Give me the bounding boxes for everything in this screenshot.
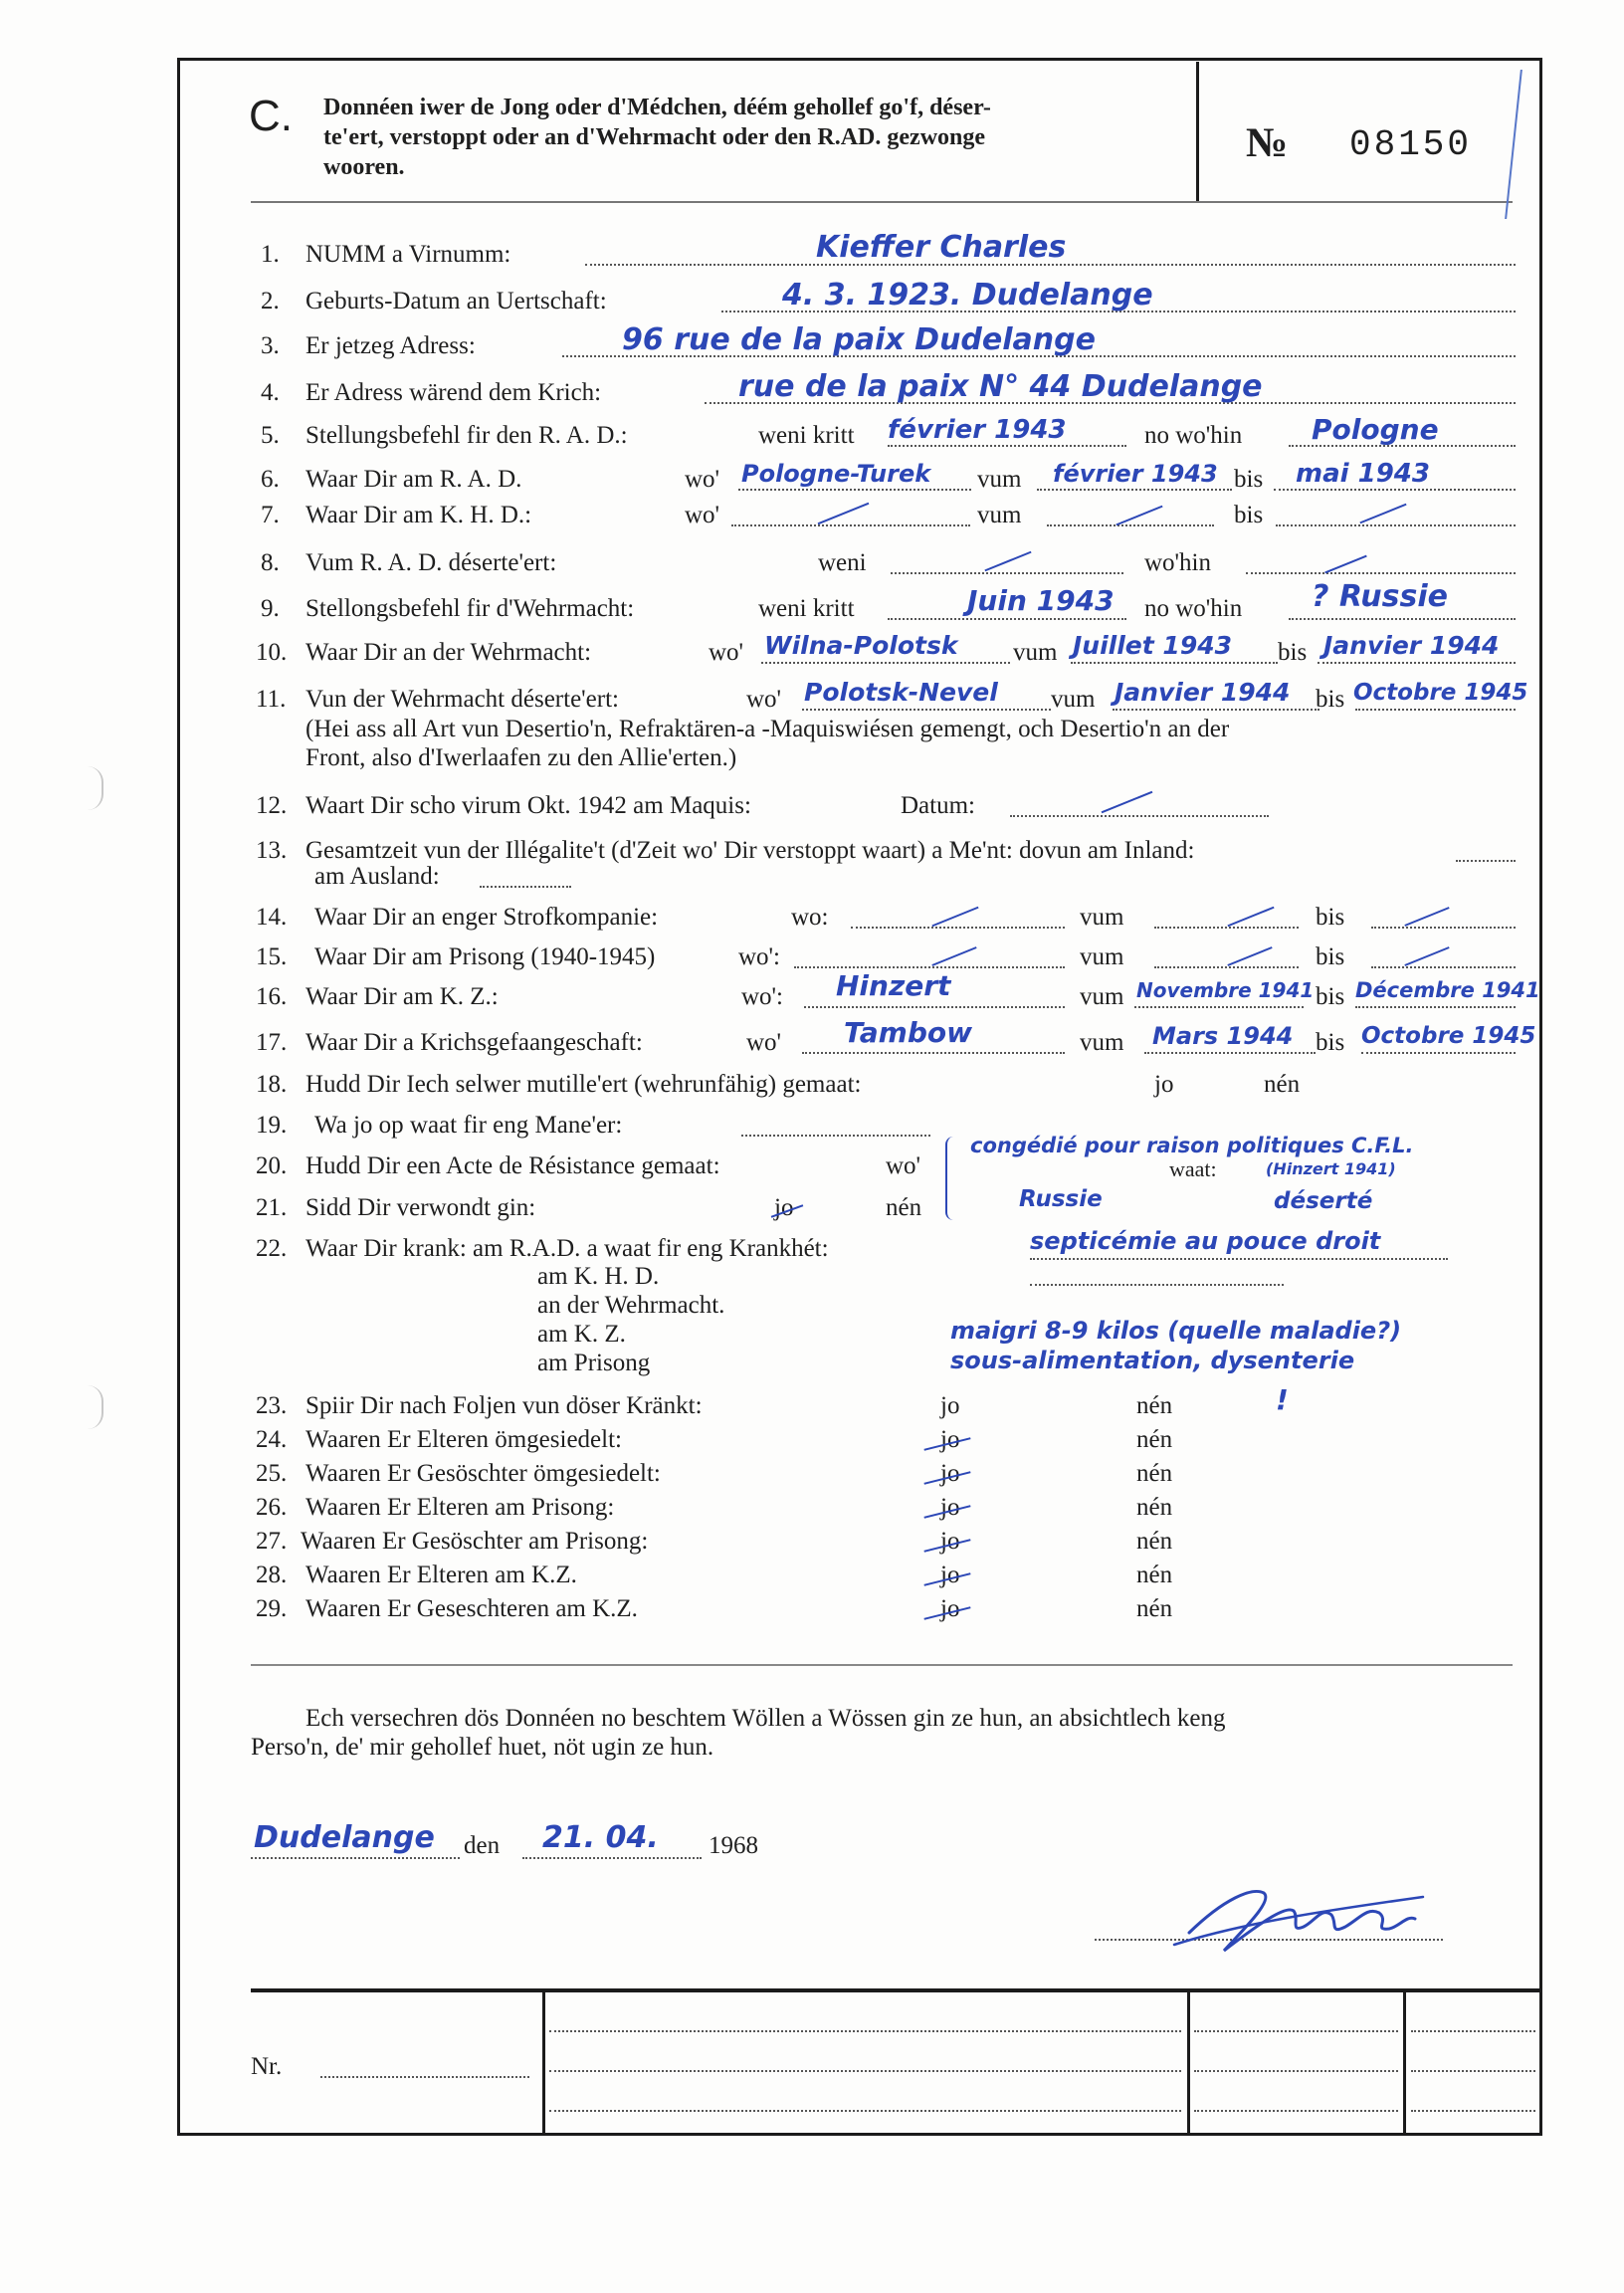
field-label: wo': [685, 502, 720, 528]
row-number: 26.: [256, 1494, 288, 1521]
row-number: 12.: [256, 792, 288, 819]
row-number: 4.: [261, 379, 280, 406]
fill-line: [1355, 1006, 1516, 1008]
dash-mark: [1227, 946, 1272, 966]
frame-top-border: [177, 58, 1542, 61]
row-label: Stellongsbefehl fir d'Wehrmacht:: [305, 595, 635, 622]
fill-line: [1134, 1006, 1304, 1008]
field-label: weni kritt: [758, 422, 855, 449]
row-label: Waar Dir am K. Z.:: [305, 983, 499, 1010]
number-box-divider: [1196, 62, 1199, 201]
row-label: Vun der Wehrmacht déserte'ert:: [305, 686, 619, 713]
handwritten-name: Kieffer Charles: [816, 230, 1067, 265]
row-number: 27.: [256, 1528, 288, 1555]
row-label: Waar Dir an der Wehrmacht:: [305, 639, 592, 666]
handwritten-illness: sous-alimentation, dysenterie: [950, 1347, 1355, 1374]
field-label: vum: [1080, 943, 1124, 970]
declaration-text: Ech versechren dös Donnéen no beschtem Wöllen a Wössen gin ze hun, an absichtlech keng: [305, 1705, 1226, 1732]
fill-line: [1246, 572, 1516, 574]
footer-column-divider: [542, 1990, 545, 2136]
dash-mark: [984, 551, 1031, 572]
row-number: 9.: [261, 595, 280, 622]
row-label: Hudd Dir Iech selwer mutille'ert (wehrunfähig) gemaat:: [305, 1071, 862, 1098]
row-note: (Hei ass all Art vun Desertio'n, Refraktären-a -Maquiswiésen gemengt, och Desertio'n an der: [305, 716, 1230, 742]
row-number: 29.: [256, 1595, 288, 1622]
signature: [1154, 1871, 1443, 1971]
field-label: bis: [1234, 502, 1264, 528]
declaration-separator: [251, 1664, 1513, 1666]
handwritten-date: Octobre 1945: [1361, 1023, 1536, 1049]
number-sign: №: [1246, 120, 1289, 166]
field-label: vum: [1080, 1029, 1124, 1056]
row-number: 25.: [256, 1460, 288, 1487]
field-label: vum: [1080, 904, 1124, 931]
fill-line: [1030, 1284, 1284, 1286]
field-label: bis: [1278, 639, 1308, 666]
yes-option: jo: [940, 1562, 960, 1588]
fill-line: [741, 1135, 930, 1137]
field-label: vum: [1080, 983, 1124, 1010]
handwritten-date: Janvier 1944: [1115, 678, 1291, 707]
row-number: 28.: [256, 1562, 288, 1588]
row-label: Waar Dir am Prisong (1940-1945): [314, 943, 656, 970]
row-label: Geburts-Datum an Uertschaft:: [305, 288, 607, 314]
field-label: vum: [1013, 639, 1058, 666]
field-label: vum: [977, 466, 1022, 493]
row-sublabel: am Prisong: [537, 1350, 651, 1376]
fill-line: [804, 1006, 1065, 1008]
row-label: Waaren Er Gesöschter am Prisong:: [301, 1528, 649, 1555]
dash-mark: [931, 946, 976, 966]
dash-mark: [1227, 907, 1274, 928]
no-option: nén: [1136, 1595, 1173, 1622]
fill-line: [1194, 2070, 1398, 2072]
fill-line: [1047, 524, 1214, 526]
row-label: Waart Dir scho virum Okt. 1942 am Maquis:: [305, 792, 751, 819]
row-label: Waaren Er Elteren am Prisong:: [305, 1494, 615, 1521]
yes-option: jo: [1154, 1071, 1174, 1098]
fill-line: [1276, 524, 1516, 526]
row-label: Hudd Dir een Acte de Résistance gemaat:: [305, 1152, 720, 1179]
fill-line: [888, 618, 1126, 620]
handwritten-place: ? Russie: [1312, 579, 1449, 614]
row-number: 13.: [256, 837, 288, 864]
fill-line: [1194, 2030, 1398, 2032]
fill-line: [1371, 966, 1516, 968]
fill-line: [1355, 709, 1516, 711]
fill-line: [549, 2110, 1181, 2112]
handwritten-place: Polotsk-Nevel: [804, 678, 998, 707]
handwritten-resistance-note: (Hinzert 1941): [1266, 1159, 1396, 1178]
frame-left-border: [177, 58, 180, 2136]
fill-line: [1289, 618, 1516, 620]
fill-line: [480, 886, 571, 888]
yes-option: jo: [774, 1194, 794, 1221]
yes-option: jo: [940, 1595, 960, 1622]
yes-option: jo: [940, 1426, 960, 1453]
signature-scribble-icon: [1154, 1871, 1443, 1971]
field-label: den: [464, 1832, 501, 1859]
handwritten-date: Juin 1943: [967, 584, 1115, 617]
no-option: nén: [1136, 1426, 1173, 1453]
handwritten-resistance-place: Russie: [1019, 1186, 1103, 1212]
no-option: nén: [1136, 1392, 1173, 1419]
row-number: 20.: [256, 1152, 288, 1179]
fill-line: [1411, 2070, 1535, 2072]
no-option: nén: [1136, 1460, 1173, 1487]
field-label: wo': [886, 1152, 921, 1179]
row-number: 11.: [256, 686, 287, 713]
fill-line: [802, 1052, 1065, 1054]
handwritten-war-address: rue de la paix N° 44 Dudelange: [738, 369, 1263, 404]
row-label: Spiir Dir nach Foljen vun döser Kränkt:: [305, 1392, 703, 1419]
row-number: 3.: [261, 332, 280, 359]
row-number: 19.: [256, 1112, 288, 1139]
field-label: bis: [1316, 904, 1345, 931]
field-label: waat:: [1169, 1156, 1217, 1181]
row-label: Sidd Dir verwondt gin:: [305, 1194, 536, 1221]
fill-line: [802, 709, 1051, 711]
footer-top-rule: [251, 1988, 1542, 1992]
row-number: 7.: [261, 502, 280, 528]
frame-right-border: [1539, 58, 1542, 2136]
handwritten-date: Mars 1944: [1152, 1022, 1294, 1050]
yes-option: jo: [940, 1392, 960, 1419]
punch-hole-mark: [88, 766, 103, 810]
field-label: wo':: [741, 983, 784, 1010]
fill-line: [1361, 1052, 1516, 1054]
fill-line: [794, 966, 1065, 968]
handwritten-place: Pologne-Turek: [741, 460, 931, 488]
row-label: Waar Dir a Krichsgefaangeschaft:: [305, 1029, 643, 1056]
fill-line: [1154, 927, 1299, 929]
row-number: 22.: [256, 1235, 288, 1262]
fill-line: [320, 2076, 529, 2078]
row-number: 10.: [256, 639, 288, 666]
fill-line: [1274, 489, 1516, 491]
row-sublabel: am K. H. D.: [537, 1263, 660, 1290]
row-number: 23.: [256, 1392, 288, 1419]
row-number: 17.: [256, 1029, 288, 1056]
field-label: weni: [818, 549, 867, 576]
fill-line: [549, 2030, 1181, 2032]
fill-line: [761, 662, 1010, 664]
row-number: 15.: [256, 943, 288, 970]
fill-line: [851, 927, 1065, 929]
row-label: Wa jo op waat fir eng Mane'er:: [314, 1112, 623, 1139]
header-separator: [251, 201, 1513, 203]
row-number: 16.: [256, 983, 288, 1010]
field-label: Datum:: [901, 792, 975, 819]
year-label: 1968: [709, 1832, 758, 1859]
header-title-line-1: Donnéen iwer de Jong oder d'Médchen, déém gehollef go'f, déser-: [323, 95, 991, 120]
yes-option: jo: [940, 1494, 960, 1521]
handwritten-date: février 1943: [1053, 460, 1218, 488]
field-label: wo': [746, 1029, 782, 1056]
handwritten-resistance-note: déserté: [1274, 1188, 1373, 1214]
row-label: Er jetzeg Adress:: [305, 332, 476, 359]
handwritten-illness: septicémie au pouce droit: [1030, 1227, 1381, 1255]
row-number: 2.: [261, 288, 280, 314]
handwritten-illness: maigri 8-9 kilos (quelle maladie?): [950, 1317, 1402, 1345]
row-label: Waaren Er Elteren am K.Z.: [305, 1562, 577, 1588]
fill-line: [1371, 927, 1516, 929]
row-number: 8.: [261, 549, 280, 576]
fill-line: [891, 572, 1123, 574]
yes-option: jo: [940, 1528, 960, 1555]
row-note: Front, also d'Iwerlaafen zu den Allie'erten.): [305, 744, 737, 771]
handwritten-birth-data: 4. 3. 1923. Dudelange: [782, 278, 1153, 313]
row-number: 21.: [256, 1194, 288, 1221]
fill-line: [1411, 2030, 1535, 2032]
fill-line: [731, 524, 970, 526]
footer-column-divider: [1187, 1990, 1190, 2136]
fill-line: [1144, 1052, 1316, 1054]
handwritten-place: Pologne: [1312, 413, 1439, 446]
footer-bottom-rule: [177, 2133, 1542, 2136]
row-label: Gesamtzeit vun der Illégalite't (d'Zeit wo' Dir verstoppt waart) a Me'nt: dovun am Inland:: [305, 837, 1195, 864]
fill-line: [549, 2070, 1181, 2072]
dash-mark: [818, 503, 870, 524]
handwritten-date: mai 1943: [1296, 459, 1430, 489]
row-sublabel: an der Wehrmacht.: [537, 1292, 725, 1319]
header-title-line-3: wooren.: [323, 154, 405, 180]
no-option: nén: [1136, 1562, 1173, 1588]
dash-mark: [1116, 506, 1162, 526]
field-label: wo': [685, 466, 720, 493]
field-label: vum: [977, 502, 1022, 528]
row-number: 18.: [256, 1071, 288, 1098]
fill-line: [1010, 815, 1269, 817]
field-label: wo': [709, 639, 744, 666]
handwritten-mark: !: [1276, 1383, 1289, 1416]
field-label: no wo'hin: [1144, 595, 1243, 622]
field-label: bis: [1316, 686, 1345, 713]
row-number: 1.: [261, 241, 280, 268]
field-label: wo':: [738, 943, 781, 970]
form-number: 08150: [1349, 124, 1473, 165]
row-label: NUMM a Virnumm:: [305, 241, 511, 268]
section-letter: C.: [249, 92, 293, 140]
handwritten-date: Juillet 1943: [1073, 631, 1232, 660]
fill-line: [1194, 2110, 1398, 2112]
field-label: wo': [746, 686, 782, 713]
dash-mark: [1404, 946, 1449, 966]
fill-line: [1037, 489, 1232, 491]
field-label: no wo'hin: [1144, 422, 1243, 449]
fill-line: [251, 1857, 460, 1859]
handwritten-resistance-act: congédié pour raison politiques C.F.L.: [970, 1134, 1414, 1157]
fill-line: [1030, 1258, 1448, 1260]
row-label: Er Adress wärend dem Krich:: [305, 379, 602, 406]
row-number: 14.: [256, 904, 288, 931]
row-label: Waaren Er Elteren ömgesiedelt:: [305, 1426, 622, 1453]
bracket-mark: [945, 1137, 959, 1220]
row-label: Waar Dir am K. H. D.:: [305, 502, 532, 528]
handwritten-date: Décembre 1941: [1355, 978, 1540, 1002]
row-sublabel: am K. Z.: [537, 1321, 626, 1348]
corner-check-mark: [1485, 70, 1522, 219]
dash-mark: [1324, 555, 1366, 574]
fill-line: [888, 445, 1126, 447]
handwritten-place: Dudelange: [254, 1820, 435, 1855]
row-number: 5.: [261, 422, 280, 449]
handwritten-date: février 1943: [888, 415, 1067, 445]
field-label: bis: [1234, 466, 1264, 493]
fill-line: [1411, 2110, 1535, 2112]
row-number: 24.: [256, 1426, 288, 1453]
row-number: 6.: [261, 466, 280, 493]
fill-line: [1456, 860, 1516, 862]
row-label: Waar Dir an enger Strofkompanie:: [314, 904, 659, 931]
field-label: wo:: [791, 904, 829, 931]
dash-mark: [1404, 907, 1449, 927]
dash-mark: [1102, 791, 1153, 813]
handwritten-date: Novembre 1941: [1136, 978, 1315, 1002]
handwritten-date: 21. 04.: [542, 1820, 659, 1855]
row-label: Waaren Er Geseschteren am K.Z.: [305, 1595, 638, 1622]
handwritten-place: Tambow: [844, 1016, 972, 1049]
row-label: Vum R. A. D. déserte'ert:: [305, 549, 557, 576]
declaration-text: Perso'n, de' mir gehollef huet, nöt ugin ze hun.: [251, 1734, 714, 1761]
footer-number-label: Nr.: [251, 2053, 283, 2080]
handwritten-date: Octobre 1945: [1353, 680, 1528, 706]
no-option: nén: [1136, 1528, 1173, 1555]
header-title-line-2: te'ert, verstoppt oder an d'Wehrmacht oder den R.AD. gezwonge: [323, 124, 986, 150]
field-label: vum: [1051, 686, 1096, 713]
row-label: Waaren Er Gesöschter ömgesiedelt:: [305, 1460, 661, 1487]
field-label: bis: [1316, 943, 1345, 970]
handwritten-place: Hinzert: [836, 969, 951, 1002]
no-option: nén: [1264, 1071, 1301, 1098]
fill-line: [1318, 662, 1516, 664]
footer-column-divider: [1403, 1990, 1406, 2136]
row-label: Stellungsbefehl fir den R. A. D.:: [305, 422, 628, 449]
fill-line: [1071, 662, 1278, 664]
punch-hole-mark: [88, 1385, 103, 1429]
fill-line: [1154, 966, 1299, 968]
no-option: nén: [1136, 1494, 1173, 1521]
handwritten-place: Wilna-Polotsk: [764, 631, 958, 660]
row-label: am Ausland:: [314, 863, 440, 890]
dash-mark: [1359, 504, 1406, 524]
dash-mark: [931, 907, 978, 928]
fill-line: [522, 1857, 702, 1859]
yes-option: jo: [940, 1460, 960, 1487]
fill-line: [1113, 709, 1320, 711]
handwritten-date: Janvier 1944: [1323, 631, 1500, 660]
handwritten-current-address: 96 rue de la paix Dudelange: [622, 322, 1096, 357]
field-label: weni kritt: [758, 595, 855, 622]
field-label: wo'hin: [1144, 549, 1212, 576]
field-label: bis: [1316, 983, 1345, 1010]
row-label: Waar Dir am R. A. D.: [305, 466, 522, 493]
field-label: bis: [1316, 1029, 1345, 1056]
no-option: nén: [886, 1194, 922, 1221]
fill-line: [738, 489, 971, 491]
row-label: Waar Dir krank: am R.A.D. a waat fir eng Krankhét:: [305, 1235, 829, 1262]
